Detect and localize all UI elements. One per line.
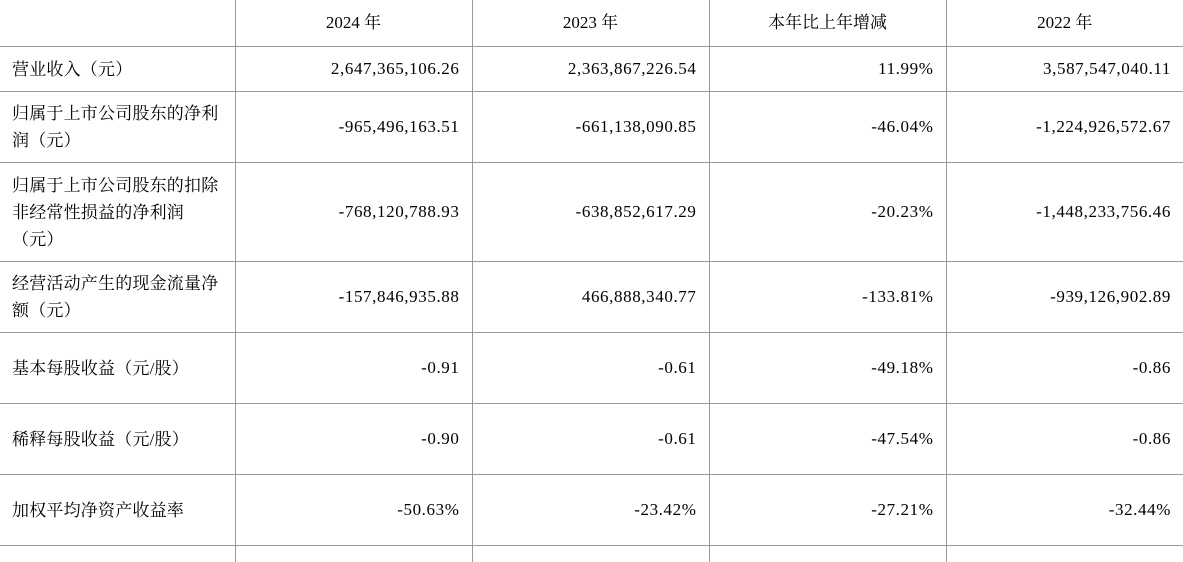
cell-basic-eps-change: -49.18% [709,333,946,404]
cell-basic-eps-2024: -0.91 [235,333,472,404]
cell-net-profit-deducted-2022: -1,448,233,756.46 [946,163,1183,262]
cell-revenue-2023: 2,363,867,226.54 [472,47,709,92]
cell-partial-change [709,546,946,562]
table-row [0,163,1183,262]
cell-weighted-roe-2023: -23.42% [472,475,709,546]
cell-diluted-eps-2022: -0.86 [946,404,1183,475]
cell-diluted-eps-change: -47.54% [709,404,946,475]
header-cell-2023: 2023 年 [472,0,709,47]
cell-revenue-2024: 2,647,365,106.26 [235,47,472,92]
cell-net-profit-deducted-2024: -768,120,788.93 [235,163,472,262]
cell-revenue-change: 11.99% [709,47,946,92]
cell-net-profit-2022: -1,224,926,572.67 [946,92,1183,163]
table-header-row [0,0,1183,47]
cell-basic-eps-2023: -0.61 [472,333,709,404]
cell-net-profit-2024: -965,496,163.51 [235,92,472,163]
cell-operating-cash-flow-change: -133.81% [709,262,946,333]
header-cell-2024: 2024 年 [235,0,472,47]
header-cell-2022: 2022 年 [946,0,1183,47]
cell-partial-label [0,546,235,562]
row-label-diluted-eps: 稀释每股收益（元/股） [0,404,235,475]
cell-net-profit-deducted-change: -20.23% [709,163,946,262]
cell-net-profit-deducted-2023: -638,852,617.29 [472,163,709,262]
cell-partial-2023 [472,546,709,562]
table-row-partial [0,546,1183,562]
header-cell-indicator [0,0,235,47]
row-label-operating-cash-flow: 经营活动产生的现金流量净额（元） [0,262,235,333]
cell-basic-eps-2022: -0.86 [946,333,1183,404]
table-row [0,333,1183,404]
cell-operating-cash-flow-2024: -157,846,935.88 [235,262,472,333]
row-label-net-profit-deducted: 归属于上市公司股东的扣除非经常性损益的净利润（元） [0,163,235,262]
table-row [0,92,1183,163]
cell-revenue-2022: 3,587,547,040.11 [946,47,1183,92]
cell-diluted-eps-2024: -0.90 [235,404,472,475]
cell-operating-cash-flow-2022: -939,126,902.89 [946,262,1183,333]
table-row [0,262,1183,333]
cell-weighted-roe-change: -27.21% [709,475,946,546]
table-row [0,47,1183,92]
row-label-weighted-roe: 加权平均净资产收益率 [0,475,235,546]
row-label-net-profit: 归属于上市公司股东的净利润（元） [0,92,235,163]
row-label-basic-eps: 基本每股收益（元/股） [0,333,235,404]
cell-weighted-roe-2022: -32.44% [946,475,1183,546]
cell-net-profit-change: -46.04% [709,92,946,163]
cell-partial-2024 [235,546,472,562]
cell-diluted-eps-2023: -0.61 [472,404,709,475]
cell-net-profit-2023: -661,138,090.85 [472,92,709,163]
cell-operating-cash-flow-2023: 466,888,340.77 [472,262,709,333]
header-cell-yoy-change: 本年比上年增减 [709,0,946,47]
table-row [0,404,1183,475]
cell-partial-2022 [946,546,1183,562]
table-row [0,475,1183,546]
cell-weighted-roe-2024: -50.63% [235,475,472,546]
row-label-revenue: 营业收入（元） [0,47,235,92]
